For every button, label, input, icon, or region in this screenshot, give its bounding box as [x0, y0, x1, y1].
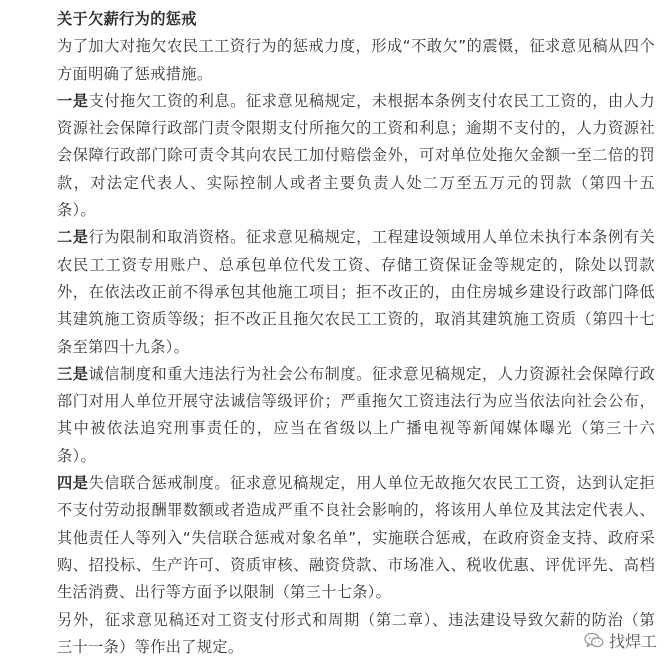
- intro-paragraph: 为了加大对拖欠农民工工资行为的惩戒力度，形成“不敢欠”的震慑，征求意见稿从四个方面明确了惩戒措施。: [57, 37, 655, 83]
- section-heading: 关于欠薪行为的惩戒: [57, 10, 197, 28]
- measure-paragraph-1: [57, 88, 655, 224]
- measure-paragraph-4: [57, 470, 655, 606]
- measure-lead: 二是: [57, 228, 89, 247]
- measure-text: 诚信制度和重大违法行为社会公布制度。征求意见稿规定，人力资源社会保障行政部门对用人单位开展守法诚信等级评价；严重拖欠工资违法行为应当依法向社会公布，其中被依法追究刑事责任的，应当在省级以上广播电视等新闻媒体曝光（第三十六条）。: [57, 364, 655, 465]
- watermark-label: 找焊工: [608, 632, 657, 651]
- measure-lead: 三是: [57, 364, 89, 383]
- wechat-icon: [584, 632, 604, 649]
- account-watermark: [584, 629, 657, 652]
- measure-text: 失信联合惩戒制度。征求意见稿规定，用人单位无故拖欠农民工工资，达到认定拒不支付劳动报酬罪数额或者造成严重不良社会影响的，将该用人单位及其法定代表人、其他责任人等列入“失信联合惩戒对象名单”，实施联合惩戒，在政府资金支持、政府采购、招投标、生产许可、资质审核、融资贷款、市场准入、税收优惠、评优评先、高档生活消费、出行等方面予以限制（第三十七条）。: [57, 474, 655, 602]
- measure-text: 行为限制和取消资格。征求意见稿规定，工程建设领域用人单位未执行本条例有关农民工工资专用账户、总承包单位代发工资、存储工资保证金等规定的，除处以罚款外，在依法改正前不得承包其他施工项目；拒不改正的，由住房城乡建设行政部门降低其建筑施工资质等级；拒不改正且拖欠农民工工资的，取消其建筑施工资质（第四十七条至第四十九条）。: [57, 228, 655, 356]
- measure-text: 支付拖欠工资的利息。征求意见稿规定，未根据本条例支付农民工工资的，由人力资源社会保障行政部门责令限期支付所拖欠的工资和利息；逾期不支付的，人力资源社会保障行政部门除可责令其向农民工加付赔偿金外，可对单位处拖欠金额一至二倍的罚款，对法定代表人、实际控制人或者主要负责人处二万至五万元的罚款（第四十五条）。: [57, 91, 655, 220]
- measure-lead: 一是: [57, 91, 89, 110]
- measure-lead: 四是: [57, 474, 89, 493]
- measure-paragraph-3: [57, 361, 655, 470]
- article-body: [57, 6, 655, 661]
- measure-paragraph-2: [57, 224, 655, 360]
- closing-paragraph: 另外，征求意见稿还对工资支付形式和周期（第二章）、违法建设导致欠薪的防治（第三十一条）等作出了规定。: [57, 610, 655, 656]
